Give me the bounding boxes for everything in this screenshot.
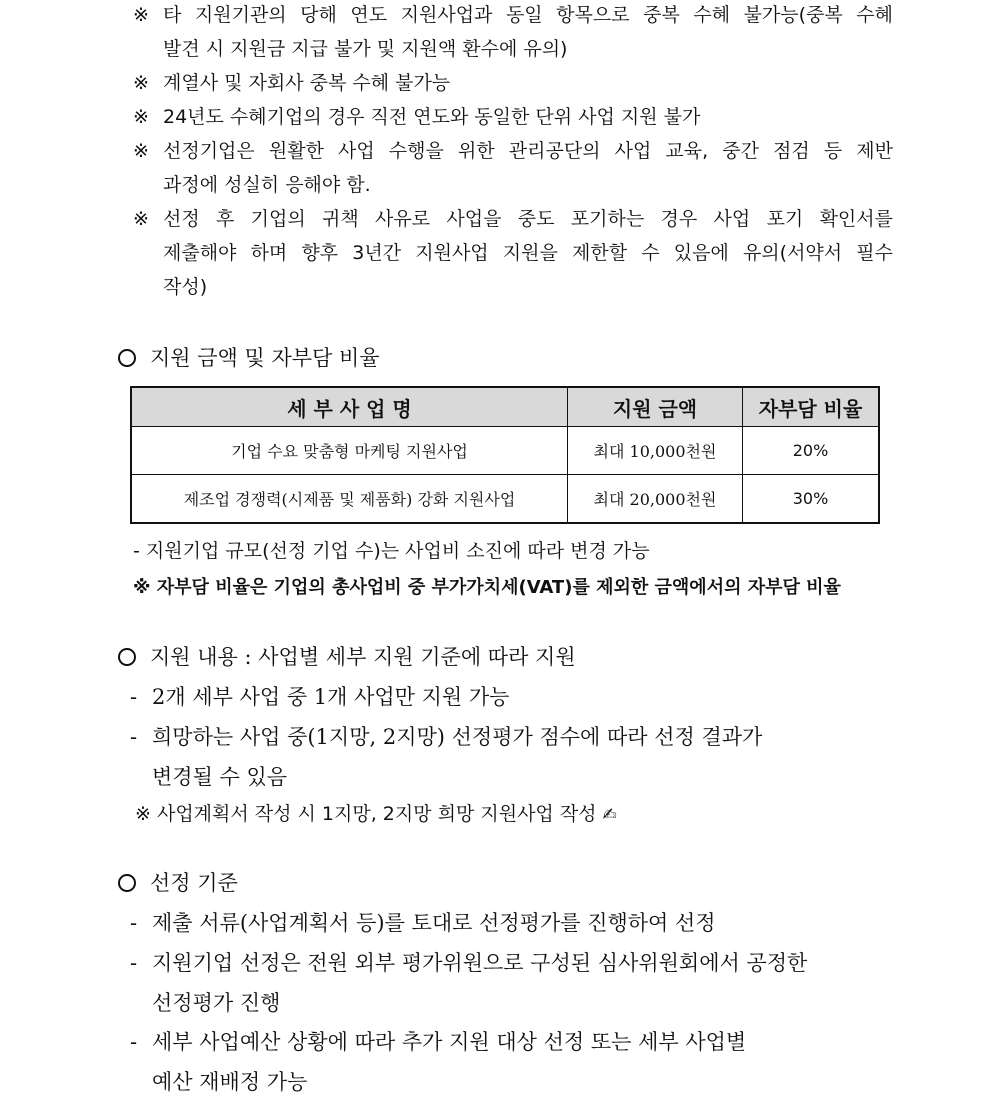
note-previous-recipients xyxy=(133,100,893,134)
list-item xyxy=(130,721,762,751)
list-item-continuation: 선정평가 진행 xyxy=(152,991,281,1015)
list-item xyxy=(130,681,509,711)
column-header-project-name: 세 부 사 업 명 xyxy=(131,387,568,427)
column-header-self-pay-ratio: 자부담 비율 xyxy=(743,387,880,427)
table-cell-project-name: 제조업 경쟁력(시제품 및 제품화) 강화 지원사업 xyxy=(131,475,568,524)
table-header-row xyxy=(131,387,879,427)
note-text-line: 과정에 성실히 응해야 함. xyxy=(163,174,371,196)
bold-note-vat: ※ 자부담 비율은 기업의 총사업비 중 부가가치세(VAT)를 제외한 금액에서의 자부담 비율 xyxy=(133,577,841,598)
list-item-text: 지원기업 선정은 전원 외부 평가위원으로 구성된 심사위원회에서 공정한 xyxy=(152,951,808,975)
section-heading-support-amount xyxy=(118,342,380,372)
note-education-participation xyxy=(133,134,893,202)
list-item xyxy=(130,907,716,937)
section-heading-text: 지원 금액 및 자부담 비율 xyxy=(150,346,380,370)
note-mark: ※ xyxy=(133,72,149,94)
support-amount-table xyxy=(130,386,880,524)
note-duplicate-support xyxy=(133,0,893,66)
table-row xyxy=(131,427,879,475)
note-text-line: 타 지원기관의 당해 연도 지원사업과 동일 항목으로 중복 수혜 불가능(중복 수혜 xyxy=(163,4,893,26)
section-heading-text: 지원 내용 : 사업별 세부 지원 기준에 따라 지원 xyxy=(150,645,576,669)
list-item-text: 희망하는 사업 중(1지망, 2지망) 선정평가 점수에 따라 선정 결과가 xyxy=(152,725,763,749)
note-affiliates xyxy=(133,66,893,100)
circle-bullet-icon xyxy=(118,874,136,892)
list-item-text: 2개 세부 사업 중 1개 사업만 지원 가능 xyxy=(152,685,510,709)
column-header-support-amount: 지원 금액 xyxy=(568,387,743,427)
section-heading-selection-criteria xyxy=(118,867,238,897)
note-mark: ※ xyxy=(133,208,149,230)
note-mark: ※ xyxy=(133,4,149,26)
list-item-continuation: 변경될 수 있음 xyxy=(152,765,288,789)
dash-note-company-scale xyxy=(133,536,650,563)
section-heading-support-content xyxy=(118,641,576,671)
table-cell-support-amount: 최대 20,000천원 xyxy=(568,475,743,524)
table-cell-self-pay-ratio: 30% xyxy=(743,475,880,524)
note-mark: ※ xyxy=(133,106,149,128)
note-text-line: 계열사 및 자회사 중복 수혜 불가능 xyxy=(163,72,451,94)
pen-writing-icon: ✍ xyxy=(602,805,617,825)
dash-mark: - xyxy=(133,540,140,562)
list-item-text: 세부 사업예산 상황에 따라 추가 지원 대상 선정 또는 세부 사업별 xyxy=(152,1030,747,1054)
note-abandonment xyxy=(133,202,893,304)
dash-mark: - xyxy=(130,1030,138,1054)
note-business-plan xyxy=(135,799,617,826)
circle-bullet-icon xyxy=(118,349,136,367)
note-text-line: 제출해야 하며 향후 3년간 지원사업 지원을 제한할 수 있음에 유의(서약서 필수 xyxy=(163,242,893,264)
note-text-line: 24년도 수혜기업의 경우 직전 연도와 동일한 단위 사업 지원 불가 xyxy=(163,106,701,128)
list-item-continuation: 예산 재배정 가능 xyxy=(152,1070,308,1094)
note-text-line: 작성) xyxy=(163,276,208,298)
dash-mark: - xyxy=(130,911,138,935)
circle-bullet-icon xyxy=(118,648,136,666)
section-heading-text: 선정 기준 xyxy=(150,871,238,895)
note-text-line: 선정기업은 원활한 사업 수행을 위한 관리공단의 사업 교육, 중간 점검 등 제반 xyxy=(163,140,893,162)
note-text-line: 선정 후 기업의 귀책 사유로 사업을 중도 포기하는 경우 사업 포기 확인서를 xyxy=(163,208,893,230)
table-row xyxy=(131,475,879,524)
list-item-text: 제출 서류(사업계획서 등)를 토대로 선정평가를 진행하여 선정 xyxy=(152,911,716,935)
dash-mark: - xyxy=(130,951,138,975)
note-mark: ※ xyxy=(133,140,149,162)
table-cell-project-name: 기업 수요 맞춤형 마케팅 지원사업 xyxy=(131,427,568,475)
dash-mark: - xyxy=(130,685,138,709)
dash-mark: - xyxy=(130,725,138,749)
note-text-line: 발견 시 지원금 지급 불가 및 지원액 환수에 유의) xyxy=(163,38,568,60)
list-item xyxy=(130,1026,746,1056)
note-text: ※ 사업계획서 작성 시 1지망, 2지망 희망 지원사업 작성 xyxy=(135,803,597,825)
table-cell-self-pay-ratio: 20% xyxy=(743,427,880,475)
list-item xyxy=(130,947,807,977)
dash-note-text: 지원기업 규모(선정 기업 수)는 사업비 소진에 따라 변경 가능 xyxy=(145,540,650,562)
table-cell-support-amount: 최대 10,000천원 xyxy=(568,427,743,475)
